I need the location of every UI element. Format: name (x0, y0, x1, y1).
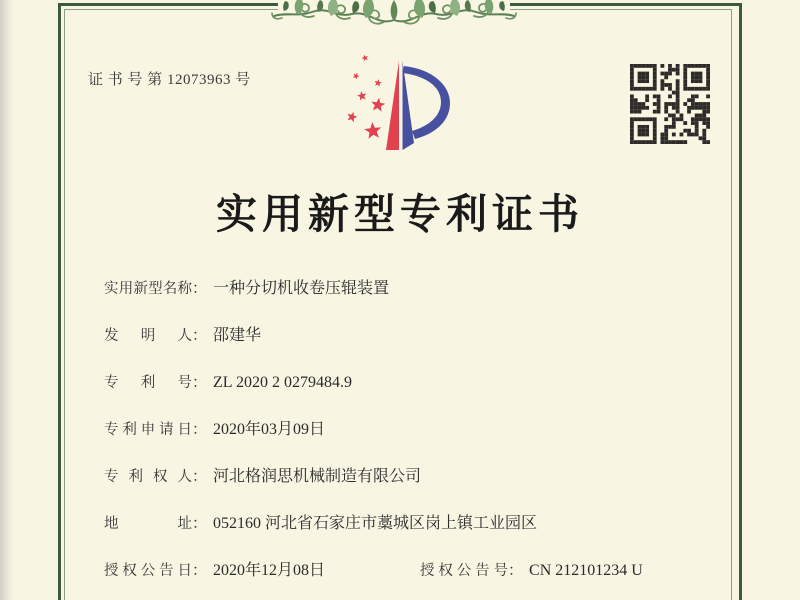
field-value: ZL 2020 2 0279484.9 (213, 374, 352, 391)
logo-p-mark (386, 61, 450, 150)
certificate-title: 实用新型专利证书 (216, 191, 584, 237)
field-row-grant-date-and-number (104, 559, 744, 583)
field-row-inventor (104, 324, 744, 348)
cnipa-patent-logo-icon (335, 42, 465, 162)
field-value: 2020年12月08日 (213, 562, 326, 579)
field-row-utility-model-name (104, 277, 744, 301)
scroll-ornament-icon (270, 0, 518, 31)
field-colon: ： (192, 563, 208, 579)
field-colon: ： (192, 375, 208, 391)
field-value: 邵建华 (213, 327, 262, 344)
field-label: 实用新型名称 (104, 281, 192, 297)
field-row-address (104, 512, 744, 536)
field-list (104, 277, 744, 600)
grant-number-group (420, 559, 643, 583)
field-label: 授权公告日 (104, 563, 192, 579)
field-label: 发明人 (104, 328, 192, 344)
field-label: 专利权人 (104, 469, 192, 485)
field-colon: ： (192, 328, 208, 344)
field-row-filing-date (104, 418, 744, 442)
paper-edge-shadow (0, 0, 14, 600)
field-label: 授权公告号 (420, 563, 508, 579)
field-value: 一种分切机收卷压辊装置 (213, 280, 390, 297)
field-colon: ： (192, 516, 208, 532)
field-value: 052160 河北省石家庄市藁城区岗上镇工业园区 (213, 515, 538, 532)
certificate-number: 证 书 号 第 12073963 号 (88, 72, 251, 88)
field-value: 河北格润思机械制造有限公司 (213, 468, 422, 485)
qr-code (630, 64, 710, 144)
field-label: 地址 (104, 516, 192, 532)
field-label: 专利号 (104, 375, 192, 391)
logo-stars (348, 55, 386, 139)
field-colon: ： (192, 469, 208, 485)
field-colon: ： (192, 422, 208, 438)
field-colon: ： (508, 563, 524, 579)
field-label: 专利申请日 (104, 422, 192, 438)
field-colon: ： (192, 281, 208, 297)
field-row-patent-number (104, 371, 744, 395)
field-value: 2020年03月09日 (213, 421, 326, 438)
field-value: CN 212101234 U (529, 562, 643, 579)
field-row-patentee (104, 465, 744, 489)
